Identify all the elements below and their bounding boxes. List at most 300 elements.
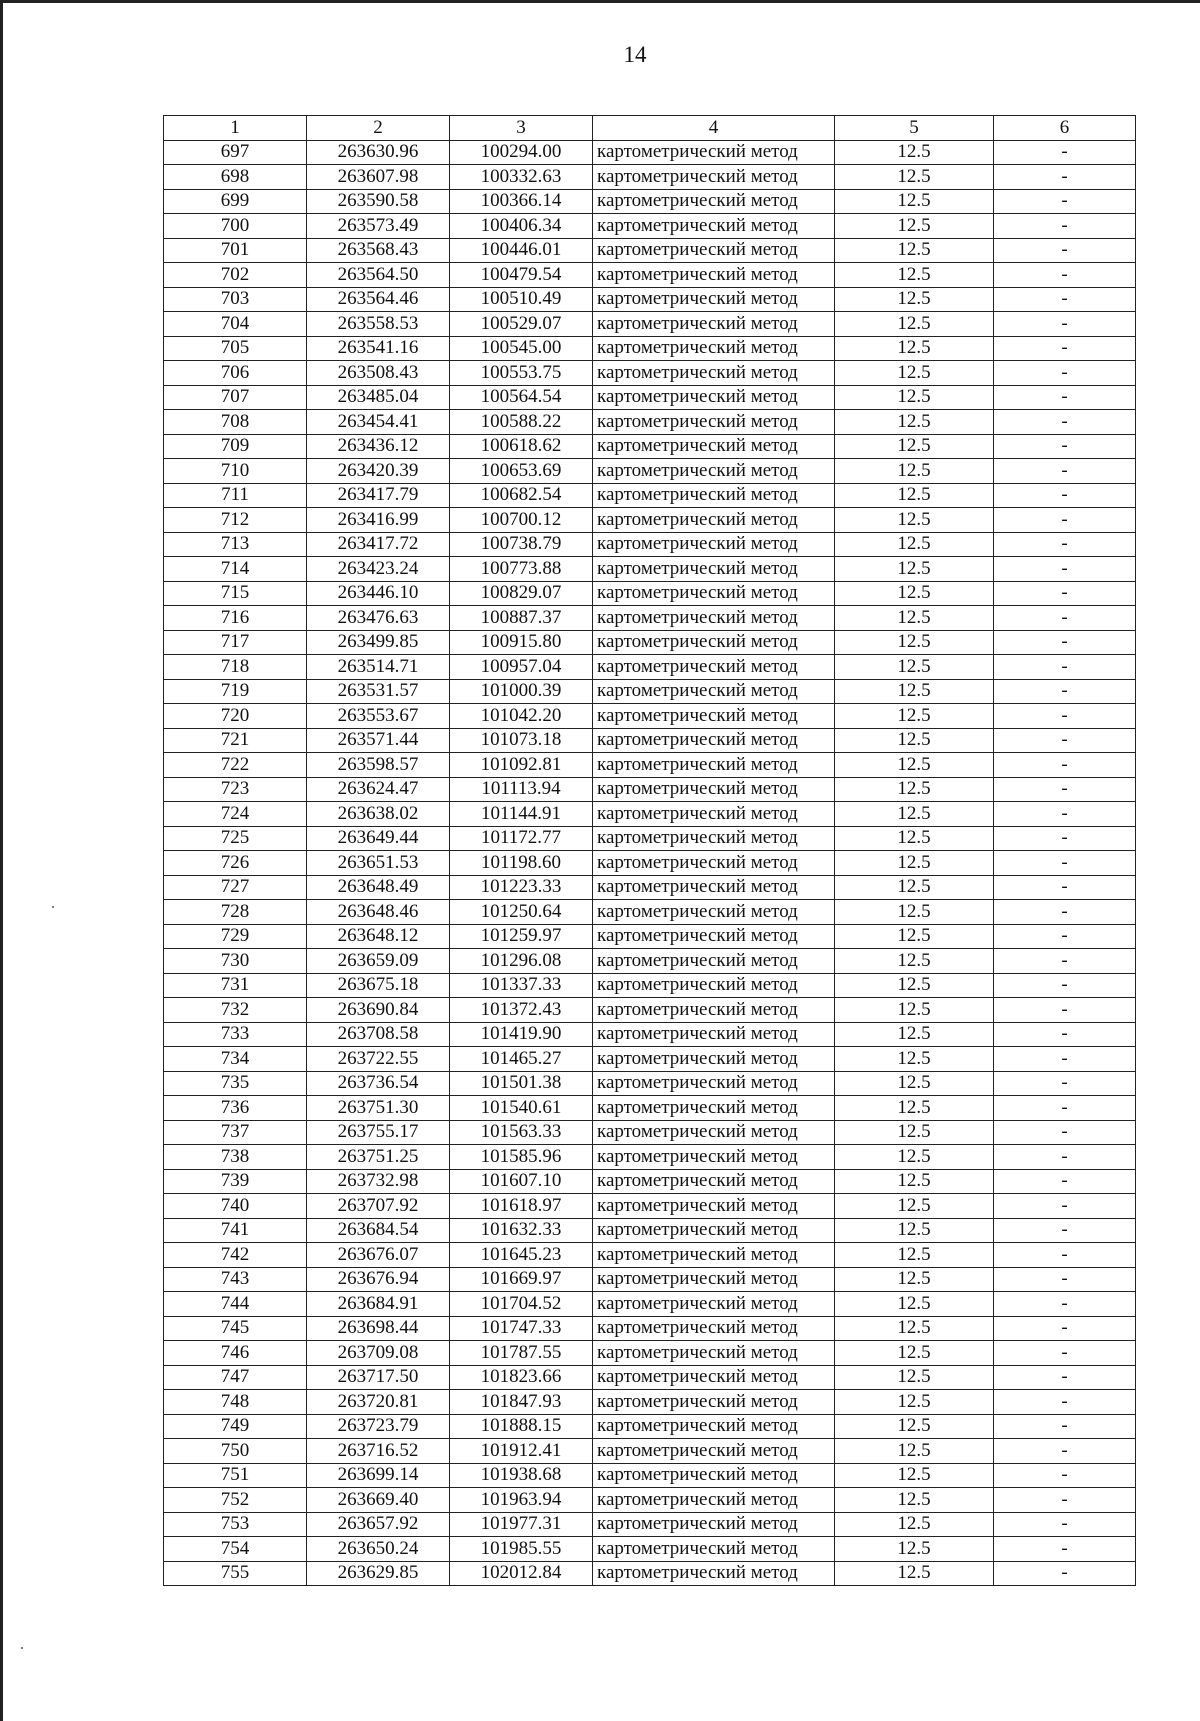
method-cell: картометрический метод <box>593 704 835 729</box>
table-row <box>164 1096 1136 1121</box>
table-row <box>164 1439 1136 1464</box>
x-coordinate-cell: 263699.14 <box>307 1463 450 1488</box>
point-number-cell: 715 <box>164 581 307 606</box>
table-row <box>164 1169 1136 1194</box>
point-number-cell: 709 <box>164 434 307 459</box>
table-row <box>164 1145 1136 1170</box>
method-cell: картометрический метод <box>593 973 835 998</box>
accuracy-cell: 12.5 <box>835 1071 994 1096</box>
table-row <box>164 1414 1136 1439</box>
point-number-cell: 724 <box>164 802 307 827</box>
table-row <box>164 1561 1136 1586</box>
y-coordinate-cell: 101042.20 <box>450 704 593 729</box>
method-cell: картометрический метод <box>593 1267 835 1292</box>
y-coordinate-cell: 101198.60 <box>450 851 593 876</box>
y-coordinate-cell: 101787.55 <box>450 1341 593 1366</box>
table-row <box>164 336 1136 361</box>
method-cell: картометрический метод <box>593 336 835 361</box>
note-cell: - <box>994 1194 1136 1219</box>
point-number-cell: 740 <box>164 1194 307 1219</box>
table-row <box>164 214 1136 239</box>
method-cell: картометрический метод <box>593 557 835 582</box>
note-cell: - <box>994 1561 1136 1586</box>
point-number-cell: 713 <box>164 532 307 557</box>
accuracy-cell: 12.5 <box>835 826 994 851</box>
point-number-cell: 728 <box>164 900 307 925</box>
method-cell: картометрический метод <box>593 410 835 435</box>
method-cell: картометрический метод <box>593 189 835 214</box>
table-row <box>164 1022 1136 1047</box>
x-coordinate-cell: 263676.94 <box>307 1267 450 1292</box>
point-number-cell: 744 <box>164 1292 307 1317</box>
table-row <box>164 1341 1136 1366</box>
point-number-cell: 708 <box>164 410 307 435</box>
note-cell: - <box>994 385 1136 410</box>
method-cell: картометрический метод <box>593 851 835 876</box>
method-cell: картометрический метод <box>593 1243 835 1268</box>
accuracy-cell: 12.5 <box>835 1218 994 1243</box>
point-number-cell: 716 <box>164 606 307 631</box>
y-coordinate-cell: 100588.22 <box>450 410 593 435</box>
x-coordinate-cell: 263514.71 <box>307 655 450 680</box>
table-row <box>164 1537 1136 1562</box>
x-coordinate-cell: 263508.43 <box>307 361 450 386</box>
x-coordinate-cell: 263684.91 <box>307 1292 450 1317</box>
note-cell: - <box>994 655 1136 680</box>
x-coordinate-cell: 263553.67 <box>307 704 450 729</box>
y-coordinate-cell: 101144.91 <box>450 802 593 827</box>
note-cell: - <box>994 1341 1136 1366</box>
x-coordinate-cell: 263676.07 <box>307 1243 450 1268</box>
note-cell: - <box>994 410 1136 435</box>
accuracy-cell: 12.5 <box>835 1243 994 1268</box>
note-cell: - <box>994 1096 1136 1121</box>
x-coordinate-cell: 263624.47 <box>307 777 450 802</box>
point-number-cell: 750 <box>164 1439 307 1464</box>
x-coordinate-cell: 263659.09 <box>307 949 450 974</box>
point-number-cell: 737 <box>164 1120 307 1145</box>
note-cell: - <box>994 1120 1136 1145</box>
point-number-cell: 727 <box>164 875 307 900</box>
point-number-cell: 725 <box>164 826 307 851</box>
table-row <box>164 483 1136 508</box>
note-cell: - <box>994 1414 1136 1439</box>
x-coordinate-cell: 263669.40 <box>307 1488 450 1513</box>
method-cell: картометрический метод <box>593 1341 835 1366</box>
y-coordinate-cell: 101223.33 <box>450 875 593 900</box>
table-row <box>164 606 1136 631</box>
method-cell: картометрический метод <box>593 312 835 337</box>
note-cell: - <box>994 1047 1136 1072</box>
accuracy-cell: 12.5 <box>835 1316 994 1341</box>
accuracy-cell: 12.5 <box>835 263 994 288</box>
accuracy-cell: 12.5 <box>835 410 994 435</box>
accuracy-cell: 12.5 <box>835 1096 994 1121</box>
table-row <box>164 998 1136 1023</box>
page-number: 14 <box>623 42 647 67</box>
table-row <box>164 557 1136 582</box>
table-row <box>164 777 1136 802</box>
note-cell: - <box>994 434 1136 459</box>
accuracy-cell: 12.5 <box>835 508 994 533</box>
table-row <box>164 875 1136 900</box>
table-row <box>164 1488 1136 1513</box>
x-coordinate-cell: 263707.92 <box>307 1194 450 1219</box>
y-coordinate-cell: 101704.52 <box>450 1292 593 1317</box>
y-coordinate-cell: 100510.49 <box>450 287 593 312</box>
note-cell: - <box>994 753 1136 778</box>
table-row <box>164 1243 1136 1268</box>
method-cell: картометрический метод <box>593 1537 835 1562</box>
y-coordinate-cell: 101823.66 <box>450 1365 593 1390</box>
note-cell: - <box>994 1145 1136 1170</box>
x-coordinate-cell: 263573.49 <box>307 214 450 239</box>
note-cell: - <box>994 973 1136 998</box>
accuracy-cell: 12.5 <box>835 385 994 410</box>
table-row <box>164 140 1136 165</box>
x-coordinate-cell: 263732.98 <box>307 1169 450 1194</box>
note-cell: - <box>994 238 1136 263</box>
method-cell: картометрический метод <box>593 679 835 704</box>
note-cell: - <box>994 1292 1136 1317</box>
point-number-cell: 723 <box>164 777 307 802</box>
y-coordinate-cell: 101250.64 <box>450 900 593 925</box>
point-number-cell: 752 <box>164 1488 307 1513</box>
point-number-cell: 739 <box>164 1169 307 1194</box>
accuracy-cell: 12.5 <box>835 1390 994 1415</box>
y-coordinate-cell: 101669.97 <box>450 1267 593 1292</box>
point-number-cell: 703 <box>164 287 307 312</box>
x-coordinate-cell: 263598.57 <box>307 753 450 778</box>
table-row <box>164 385 1136 410</box>
method-cell: картометрический метод <box>593 630 835 655</box>
point-number-cell: 741 <box>164 1218 307 1243</box>
accuracy-cell: 12.5 <box>835 1463 994 1488</box>
x-coordinate-cell: 263436.12 <box>307 434 450 459</box>
method-cell: картометрический метод <box>593 165 835 190</box>
header-cell: 3 <box>450 116 593 141</box>
method-cell: картометрический метод <box>593 361 835 386</box>
y-coordinate-cell: 102012.84 <box>450 1561 593 1586</box>
point-number-cell: 738 <box>164 1145 307 1170</box>
accuracy-cell: 12.5 <box>835 532 994 557</box>
note-cell: - <box>994 1512 1136 1537</box>
table-row <box>164 826 1136 851</box>
point-number-cell: 755 <box>164 1561 307 1586</box>
note-cell: - <box>994 581 1136 606</box>
scan-border-top <box>0 0 1200 3</box>
note-cell: - <box>994 336 1136 361</box>
y-coordinate-cell: 101912.41 <box>450 1439 593 1464</box>
y-coordinate-cell: 101977.31 <box>450 1512 593 1537</box>
y-coordinate-cell: 100829.07 <box>450 581 593 606</box>
accuracy-cell: 12.5 <box>835 287 994 312</box>
point-number-cell: 720 <box>164 704 307 729</box>
note-cell: - <box>994 189 1136 214</box>
note-cell: - <box>994 728 1136 753</box>
point-number-cell: 753 <box>164 1512 307 1537</box>
method-cell: картометрический метод <box>593 1194 835 1219</box>
y-coordinate-cell: 101963.94 <box>450 1488 593 1513</box>
point-number-cell: 747 <box>164 1365 307 1390</box>
note-cell: - <box>994 165 1136 190</box>
table-row <box>164 704 1136 729</box>
point-number-cell: 702 <box>164 263 307 288</box>
y-coordinate-cell: 100618.62 <box>450 434 593 459</box>
note-cell: - <box>994 704 1136 729</box>
x-coordinate-cell: 263485.04 <box>307 385 450 410</box>
table-row <box>164 728 1136 753</box>
scan-border-left <box>0 0 3 1721</box>
note-cell: - <box>994 1488 1136 1513</box>
accuracy-cell: 12.5 <box>835 753 994 778</box>
table-row <box>164 165 1136 190</box>
x-coordinate-cell: 263675.18 <box>307 973 450 998</box>
y-coordinate-cell: 100332.63 <box>450 165 593 190</box>
method-cell: картометрический метод <box>593 1022 835 1047</box>
header-cell: 6 <box>994 116 1136 141</box>
x-coordinate-cell: 263722.55 <box>307 1047 450 1072</box>
table-row <box>164 581 1136 606</box>
accuracy-cell: 12.5 <box>835 728 994 753</box>
note-cell: - <box>994 1439 1136 1464</box>
table-row <box>164 1463 1136 1488</box>
point-number-cell: 712 <box>164 508 307 533</box>
method-cell: картометрический метод <box>593 1218 835 1243</box>
y-coordinate-cell: 101607.10 <box>450 1169 593 1194</box>
table-row <box>164 973 1136 998</box>
point-number-cell: 742 <box>164 1243 307 1268</box>
accuracy-cell: 12.5 <box>835 1120 994 1145</box>
x-coordinate-cell: 263558.53 <box>307 312 450 337</box>
accuracy-cell: 12.5 <box>835 851 994 876</box>
note-cell: - <box>994 1169 1136 1194</box>
x-coordinate-cell: 263720.81 <box>307 1390 450 1415</box>
accuracy-cell: 12.5 <box>835 630 994 655</box>
method-cell: картометрический метод <box>593 532 835 557</box>
y-coordinate-cell: 101938.68 <box>450 1463 593 1488</box>
method-cell: картометрический метод <box>593 214 835 239</box>
x-coordinate-cell: 263736.54 <box>307 1071 450 1096</box>
x-coordinate-cell: 263476.63 <box>307 606 450 631</box>
y-coordinate-cell: 100529.07 <box>450 312 593 337</box>
accuracy-cell: 12.5 <box>835 949 994 974</box>
accuracy-cell: 12.5 <box>835 1439 994 1464</box>
accuracy-cell: 12.5 <box>835 875 994 900</box>
point-number-cell: 751 <box>164 1463 307 1488</box>
accuracy-cell: 12.5 <box>835 1047 994 1072</box>
accuracy-cell: 12.5 <box>835 1365 994 1390</box>
x-coordinate-cell: 263571.44 <box>307 728 450 753</box>
note-cell: - <box>994 361 1136 386</box>
point-number-cell: 722 <box>164 753 307 778</box>
point-number-cell: 706 <box>164 361 307 386</box>
point-number-cell: 719 <box>164 679 307 704</box>
table-row <box>164 1071 1136 1096</box>
point-number-cell: 697 <box>164 140 307 165</box>
y-coordinate-cell: 100366.14 <box>450 189 593 214</box>
accuracy-cell: 12.5 <box>835 1022 994 1047</box>
accuracy-cell: 12.5 <box>835 165 994 190</box>
point-number-cell: 745 <box>164 1316 307 1341</box>
point-number-cell: 699 <box>164 189 307 214</box>
table-row <box>164 459 1136 484</box>
table-row <box>164 410 1136 435</box>
x-coordinate-cell: 263531.57 <box>307 679 450 704</box>
accuracy-cell: 12.5 <box>835 1414 994 1439</box>
point-number-cell: 714 <box>164 557 307 582</box>
note-cell: - <box>994 1365 1136 1390</box>
y-coordinate-cell: 101618.97 <box>450 1194 593 1219</box>
table-row <box>164 189 1136 214</box>
y-coordinate-cell: 100545.00 <box>450 336 593 361</box>
table-row <box>164 1194 1136 1219</box>
accuracy-cell: 12.5 <box>835 1169 994 1194</box>
table-row <box>164 1316 1136 1341</box>
point-number-cell: 736 <box>164 1096 307 1121</box>
y-coordinate-cell: 101563.33 <box>450 1120 593 1145</box>
table-row <box>164 1512 1136 1537</box>
point-number-cell: 705 <box>164 336 307 361</box>
y-coordinate-cell: 100957.04 <box>450 655 593 680</box>
accuracy-cell: 12.5 <box>835 238 994 263</box>
x-coordinate-cell: 263684.54 <box>307 1218 450 1243</box>
accuracy-cell: 12.5 <box>835 973 994 998</box>
point-number-cell: 749 <box>164 1414 307 1439</box>
method-cell: картометрический метод <box>593 924 835 949</box>
method-cell: картометрический метод <box>593 459 835 484</box>
note-cell: - <box>994 214 1136 239</box>
note-cell: - <box>994 851 1136 876</box>
x-coordinate-cell: 263648.46 <box>307 900 450 925</box>
x-coordinate-cell: 263416.99 <box>307 508 450 533</box>
y-coordinate-cell: 100653.69 <box>450 459 593 484</box>
note-cell: - <box>994 312 1136 337</box>
point-number-cell: 734 <box>164 1047 307 1072</box>
table-row <box>164 361 1136 386</box>
point-number-cell: 748 <box>164 1390 307 1415</box>
header-cell: 1 <box>164 116 307 141</box>
x-coordinate-cell: 263690.84 <box>307 998 450 1023</box>
accuracy-cell: 12.5 <box>835 679 994 704</box>
header-cell: 4 <box>593 116 835 141</box>
y-coordinate-cell: 100738.79 <box>450 532 593 557</box>
method-cell: картометрический метод <box>593 753 835 778</box>
accuracy-cell: 12.5 <box>835 802 994 827</box>
note-cell: - <box>994 483 1136 508</box>
note-cell: - <box>994 508 1136 533</box>
method-cell: картометрический метод <box>593 1439 835 1464</box>
accuracy-cell: 12.5 <box>835 312 994 337</box>
note-cell: - <box>994 532 1136 557</box>
note-cell: - <box>994 679 1136 704</box>
note-cell: - <box>994 1243 1136 1268</box>
table-row <box>164 1267 1136 1292</box>
header-cell: 2 <box>307 116 450 141</box>
method-cell: картометрический метод <box>593 140 835 165</box>
table-row <box>164 655 1136 680</box>
x-coordinate-cell: 263751.30 <box>307 1096 450 1121</box>
x-coordinate-cell: 263708.58 <box>307 1022 450 1047</box>
y-coordinate-cell: 101092.81 <box>450 753 593 778</box>
method-cell: картометрический метод <box>593 1512 835 1537</box>
x-coordinate-cell: 263454.41 <box>307 410 450 435</box>
x-coordinate-cell: 263648.49 <box>307 875 450 900</box>
point-number-cell: 717 <box>164 630 307 655</box>
method-cell: картометрический метод <box>593 434 835 459</box>
y-coordinate-cell: 100915.80 <box>450 630 593 655</box>
point-number-cell: 721 <box>164 728 307 753</box>
accuracy-cell: 12.5 <box>835 1488 994 1513</box>
y-coordinate-cell: 101419.90 <box>450 1022 593 1047</box>
x-coordinate-cell: 263417.79 <box>307 483 450 508</box>
note-cell: - <box>994 140 1136 165</box>
method-cell: картометрический метод <box>593 900 835 925</box>
accuracy-cell: 12.5 <box>835 1341 994 1366</box>
note-cell: - <box>994 1218 1136 1243</box>
table-row <box>164 1365 1136 1390</box>
x-coordinate-cell: 263638.02 <box>307 802 450 827</box>
accuracy-cell: 12.5 <box>835 1292 994 1317</box>
table-row <box>164 1047 1136 1072</box>
y-coordinate-cell: 101372.43 <box>450 998 593 1023</box>
note-cell: - <box>994 557 1136 582</box>
note-cell: - <box>994 802 1136 827</box>
y-coordinate-cell: 101747.33 <box>450 1316 593 1341</box>
accuracy-cell: 12.5 <box>835 1194 994 1219</box>
x-coordinate-cell: 263648.12 <box>307 924 450 949</box>
x-coordinate-cell: 263650.24 <box>307 1537 450 1562</box>
method-cell: картометрический метод <box>593 1488 835 1513</box>
accuracy-cell: 12.5 <box>835 998 994 1023</box>
accuracy-cell: 12.5 <box>835 140 994 165</box>
y-coordinate-cell: 101985.55 <box>450 1537 593 1562</box>
note-cell: - <box>994 1316 1136 1341</box>
x-coordinate-cell: 263564.46 <box>307 287 450 312</box>
note-cell: - <box>994 900 1136 925</box>
x-coordinate-cell: 263723.79 <box>307 1414 450 1439</box>
method-cell: картометрический метод <box>593 238 835 263</box>
y-coordinate-cell: 100479.54 <box>450 263 593 288</box>
table-row <box>164 532 1136 557</box>
method-cell: картометрический метод <box>593 483 835 508</box>
table-row <box>164 630 1136 655</box>
x-coordinate-cell: 263649.44 <box>307 826 450 851</box>
accuracy-cell: 12.5 <box>835 1537 994 1562</box>
x-coordinate-cell: 263698.44 <box>307 1316 450 1341</box>
method-cell: картометрический метод <box>593 1071 835 1096</box>
y-coordinate-cell: 100887.37 <box>450 606 593 631</box>
point-number-cell: 743 <box>164 1267 307 1292</box>
x-coordinate-cell: 263717.50 <box>307 1365 450 1390</box>
method-cell: картометрический метод <box>593 949 835 974</box>
coordinates-table <box>163 115 1136 1586</box>
table-row <box>164 1390 1136 1415</box>
point-number-cell: 718 <box>164 655 307 680</box>
point-number-cell: 704 <box>164 312 307 337</box>
table-row <box>164 1120 1136 1145</box>
method-cell: картометрический метод <box>593 1316 835 1341</box>
y-coordinate-cell: 101465.27 <box>450 1047 593 1072</box>
note-cell: - <box>994 949 1136 974</box>
note-cell: - <box>994 606 1136 631</box>
scan-speck <box>21 1647 23 1649</box>
y-coordinate-cell: 100406.34 <box>450 214 593 239</box>
x-coordinate-cell: 263709.08 <box>307 1341 450 1366</box>
note-cell: - <box>994 777 1136 802</box>
method-cell: картометрический метод <box>593 508 835 533</box>
x-coordinate-cell: 263417.72 <box>307 532 450 557</box>
